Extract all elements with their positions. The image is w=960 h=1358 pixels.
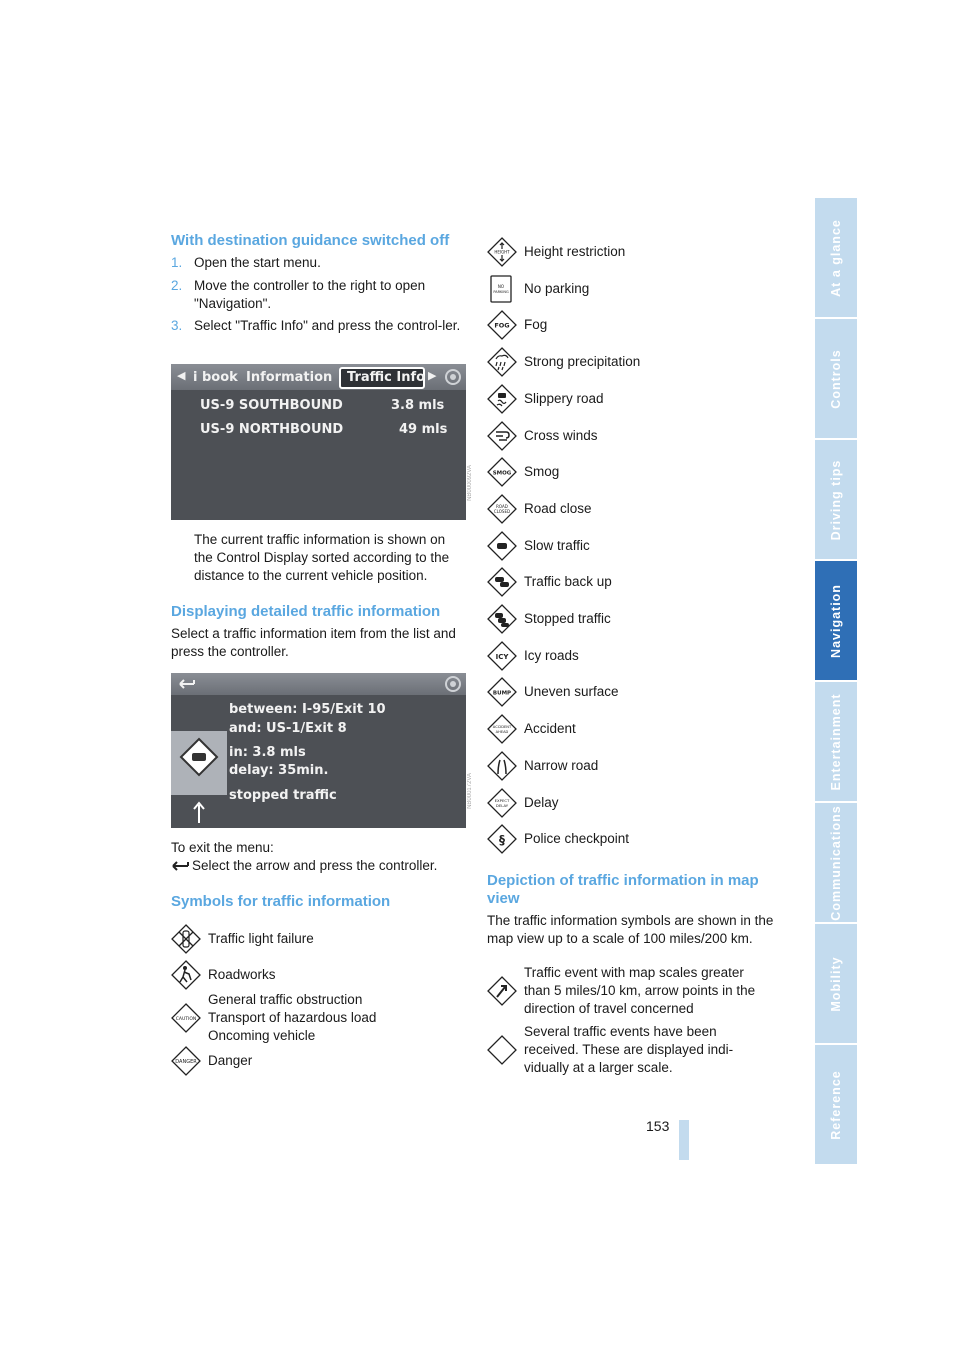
road-close-icon bbox=[487, 494, 517, 524]
step-3: 3. Select "Traffic Info" and press the control-ler. bbox=[171, 318, 461, 333]
svg-text:EXPECT: EXPECT bbox=[494, 797, 510, 803]
step-2: 2. Move the controller to the right to open "Navigation". bbox=[171, 278, 426, 311]
svg-text:CLOSED: CLOSED bbox=[493, 508, 511, 514]
symbol-row: CAUTION General traffic obstruction Transport of hazardous load Oncoming vehicle bbox=[171, 1003, 466, 1033]
symbol-row: Slippery road bbox=[487, 384, 787, 414]
svg-text:DANGER: DANGER bbox=[175, 1059, 197, 1065]
symbol-row: BUMP Uneven surface bbox=[487, 677, 787, 707]
strong-precipitation-icon bbox=[487, 347, 517, 377]
detail-and: and: US-1/Exit 8 bbox=[229, 721, 347, 736]
chapter-tab-navigation[interactable]: Navigation bbox=[815, 561, 857, 680]
symbol-row: SMOG Smog bbox=[487, 457, 787, 487]
traffic-event-arrow-icon bbox=[487, 976, 517, 1006]
svg-text:PARKING: PARKING bbox=[493, 289, 509, 294]
symbol-row: HEIGHT Height restriction bbox=[487, 237, 787, 267]
symbol-row: Narrow road bbox=[487, 751, 787, 781]
heading-map-view: Depiction of traffic information in map view bbox=[487, 872, 759, 907]
svg-text:FOG: FOG bbox=[494, 321, 510, 330]
narrow-road-icon bbox=[487, 751, 517, 781]
accident-icon bbox=[487, 714, 517, 744]
symbol-row: NO PARKING No parking bbox=[487, 274, 787, 304]
return-arrow-icon bbox=[171, 860, 191, 872]
chapter-tab-communications[interactable]: Communications bbox=[815, 803, 857, 922]
chapter-tab-reference[interactable]: Reference bbox=[815, 1045, 857, 1164]
map-symbol-row: Several traffic events have been received. These are displayed indi-vidually at a larger scale. bbox=[487, 1035, 787, 1065]
svg-text:SMOG: SMOG bbox=[492, 470, 512, 477]
exit-label: To exit the menu: bbox=[171, 840, 274, 855]
slippery-road-icon bbox=[487, 384, 517, 414]
forward-arrow-icon: ▶ bbox=[428, 369, 437, 382]
symbol-row: ROAD CLOSED Road close bbox=[487, 494, 787, 524]
symbol-row: Slow traffic bbox=[487, 531, 787, 561]
svg-text:CAUTION: CAUTION bbox=[175, 1017, 197, 1022]
image-code: NB000172VA bbox=[467, 773, 473, 809]
uneven-surface-icon bbox=[487, 677, 517, 707]
page-marker bbox=[679, 1120, 689, 1160]
symbol-row: ICY Icy roads bbox=[487, 641, 787, 671]
symbol-row: DANGER Danger bbox=[171, 1046, 466, 1076]
svg-text:DELAY: DELAY bbox=[495, 802, 509, 808]
symbol-row: Roadworks bbox=[171, 960, 466, 990]
chapter-tab-controls[interactable]: Controls bbox=[815, 319, 857, 438]
image-code: NB000092VA bbox=[467, 465, 473, 501]
traffic-row-road: US-9 SOUTHBOUND bbox=[200, 398, 343, 413]
detail-delay: delay: 35min. bbox=[229, 763, 329, 778]
screen-tab-information: Information bbox=[246, 370, 333, 385]
heading-destination-off: With destination guidance switched off bbox=[171, 232, 450, 249]
para-map-view: The traffic information symbols are shown in the map view up to a scale of 100 miles/200 km. bbox=[487, 913, 774, 946]
symbol-row: Traffic back up bbox=[487, 567, 787, 597]
svg-text:ACCIDENT: ACCIDENT bbox=[492, 725, 512, 730]
detail-in: in: 3.8 mls bbox=[229, 745, 306, 760]
symbol-row: EXPECT DELAY Delay bbox=[487, 788, 787, 818]
symbol-row: Traffic light failure bbox=[171, 924, 466, 954]
traffic-row-distance: 49 mls bbox=[399, 422, 448, 437]
traffic-row-distance: 3.8 mls bbox=[391, 398, 445, 413]
para-current-info: The current traffic information is shown on the Control Display sorted according to the distance to the current vehicle position. bbox=[194, 532, 450, 583]
several-events-icon bbox=[487, 1035, 517, 1065]
traffic-row-road: US-9 NORTHBOUND bbox=[200, 422, 344, 437]
heading-symbols: Symbols for traffic information bbox=[171, 893, 391, 910]
stopped-traffic-icon bbox=[487, 604, 517, 634]
icy-roads-icon bbox=[487, 641, 517, 671]
screen-tab-traffic-info: Traffic Info bbox=[347, 370, 426, 385]
slow-traffic-icon bbox=[487, 531, 517, 561]
police-checkpoint-icon bbox=[487, 824, 517, 854]
svg-text:AHEAD: AHEAD bbox=[495, 730, 509, 735]
svg-text:HEIGHT: HEIGHT bbox=[494, 249, 510, 255]
chapter-tab-mobility[interactable]: Mobility bbox=[815, 924, 857, 1043]
symbol-row: FOG Fog bbox=[487, 310, 787, 340]
detail-type: stopped traffic bbox=[229, 788, 337, 803]
svg-text:ICY: ICY bbox=[495, 652, 509, 661]
chapter-tab-driving-tips[interactable]: Driving tips bbox=[815, 440, 857, 559]
traffic-info-screen bbox=[171, 364, 466, 520]
back-arrow-icon: ◀ bbox=[177, 369, 186, 382]
traffic-back-up-icon bbox=[487, 567, 517, 597]
svg-text:NO: NO bbox=[497, 283, 505, 289]
svg-text:ROAD: ROAD bbox=[496, 503, 508, 509]
symbol-row: Strong precipitation bbox=[487, 347, 787, 377]
symbol-row: Stopped traffic bbox=[487, 604, 787, 634]
detail-between: between: I-95/Exit 10 bbox=[229, 702, 386, 717]
exit-text: Select the arrow and press the controller. bbox=[192, 858, 438, 873]
smog-icon bbox=[487, 457, 517, 487]
caution-icon bbox=[171, 1003, 201, 1033]
stopped-traffic-icon bbox=[179, 737, 219, 777]
roadworks-icon bbox=[171, 960, 201, 990]
chapter-tab-at-a-glance[interactable]: At a glance bbox=[815, 198, 857, 317]
traffic-light-failure-icon bbox=[171, 924, 201, 954]
return-arrow-icon bbox=[178, 678, 196, 690]
traffic-detail-screen bbox=[171, 673, 466, 828]
cross-winds-icon bbox=[487, 421, 517, 451]
controller-icon bbox=[443, 367, 463, 387]
delay-icon bbox=[487, 788, 517, 818]
symbol-row: § Police checkpoint bbox=[487, 824, 787, 854]
heading-detailed-info: Displaying detailed traffic information bbox=[171, 603, 441, 620]
svg-text:BUMP: BUMP bbox=[492, 690, 512, 697]
chapter-tab-entertainment[interactable]: Entertainment bbox=[815, 682, 857, 801]
danger-icon bbox=[171, 1046, 201, 1076]
screen-tab-ibook: i book bbox=[193, 370, 238, 385]
fog-icon bbox=[487, 310, 517, 340]
controller-icon bbox=[443, 674, 463, 694]
page-number: 153 bbox=[646, 1118, 670, 1134]
para-select-item: Select a traffic information item from the list and press the controller. bbox=[171, 626, 456, 659]
up-arrow-icon bbox=[193, 801, 205, 823]
screen-top-bar bbox=[171, 673, 466, 695]
step-1: 1. Open the start menu. bbox=[171, 255, 321, 270]
symbol-row: Cross winds bbox=[487, 421, 787, 451]
map-symbol-row: Traffic event with map scales greater than 5 miles/10 km, arrow points in the direction of travel concerned bbox=[487, 976, 787, 1006]
height-restriction-icon bbox=[487, 237, 517, 267]
svg-text:§: § bbox=[499, 833, 505, 848]
symbol-row: ACCIDENT AHEAD Accident bbox=[487, 714, 787, 744]
no-parking-icon bbox=[487, 274, 517, 304]
